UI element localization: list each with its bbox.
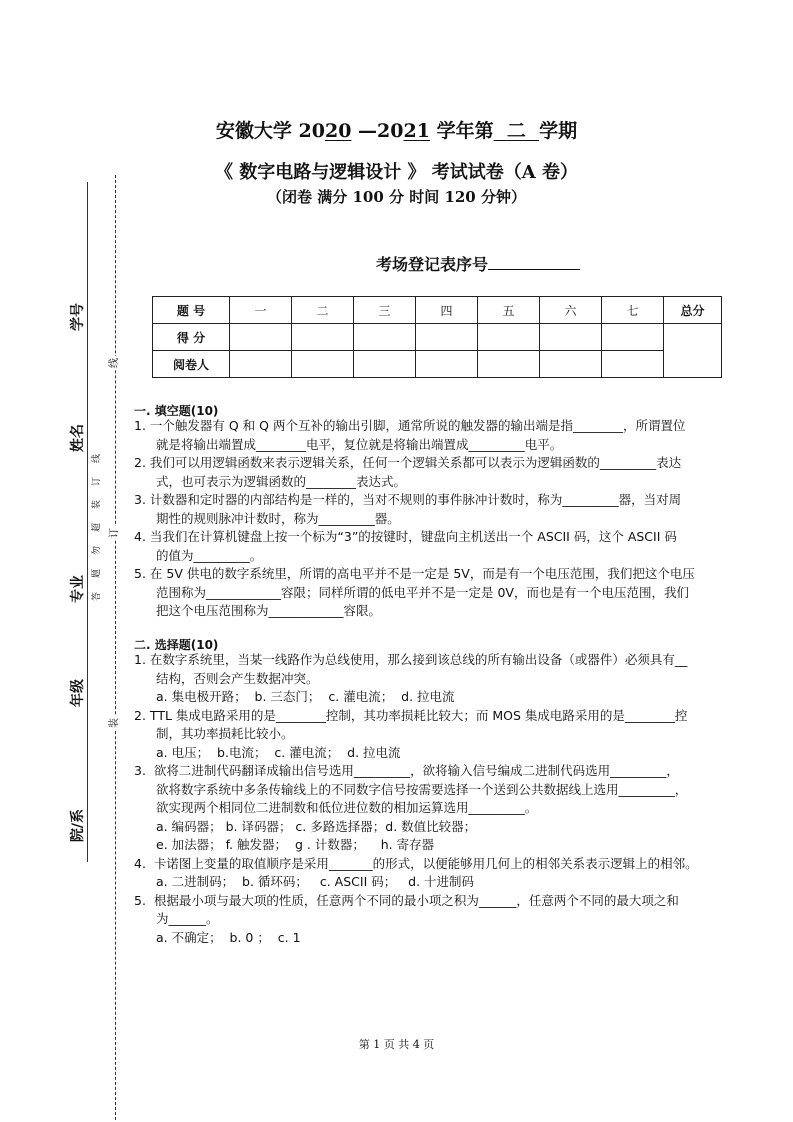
question-line: e. 加法器； f. 触发器； g . 计数器； h. 寄存器 xyxy=(156,837,435,852)
label-student-id: 学号 xyxy=(71,300,85,334)
question-line: 2. TTL 集成电路采用的是________控制，其功率损耗比较大；而 MOS 集成电路采用的是________控 xyxy=(134,707,688,723)
question-line: 3. 欲将二进制代码翻译成输出信号选用_________，欲将输入信号编成二进制代码选用_________， xyxy=(134,763,679,778)
score-table xyxy=(152,296,722,378)
binding-dashed-line xyxy=(115,175,116,1120)
registration-number: 考场登记表序号 xyxy=(376,252,580,275)
question-line: 为______。 xyxy=(156,911,219,926)
table-header: 五 xyxy=(478,297,540,324)
table-header: 题 号 xyxy=(153,297,230,324)
question-line: 2. 我们可以用逻辑函数来表示逻辑关系，任何一个逻辑关系都可以表示为逻辑函数的_________表达 xyxy=(134,455,682,470)
question-line: 3. 计数器和定时器的内部结构是一样的，当对不规则的事件脉冲计数时，称为_________器，当对周 xyxy=(134,492,682,507)
row-label: 得 分 xyxy=(153,324,230,351)
section2-questions xyxy=(134,651,764,947)
table-header: 七 xyxy=(602,297,664,324)
row-label: 阅卷人 xyxy=(153,351,230,378)
table-header: 六 xyxy=(540,297,602,324)
question-line: 欲将数字系统中多条传输线上的不同数字信号按需要选择一个送到公共数据线上选用_________， xyxy=(156,781,688,797)
binding-mark-bind: 装 xyxy=(109,718,120,728)
binding-mark-staple: 订 xyxy=(109,528,120,538)
table-header: 一 xyxy=(230,297,292,324)
exam-title: 安徽大学 2020 —2021 学年第 二 学期 xyxy=(215,120,578,142)
question-line: 1. 一个触发器有 Q 和 Q 两个互补的输出引脚，通常所说的触发器的输出端是指________，所谓置位 xyxy=(134,418,686,433)
question-line: 4. 当我们在计算机键盘上按一个标为“3”的按键时，键盘向主机送出一个 ASCII 码，这个 ASCII 码 xyxy=(134,529,677,544)
total-cell xyxy=(664,324,722,378)
question-line: 期性的规则脉冲计数时，称为_________器。 xyxy=(156,510,400,526)
table-row xyxy=(153,351,722,378)
question-line: a. 编码器； b. 译码器； c. 多路选择器；d. 数值比较器； xyxy=(156,818,477,834)
section1-questions xyxy=(134,417,764,621)
label-department: 院/系 xyxy=(71,806,85,845)
question-line: 范围称为____________容限；同样所谓的低电平并不是一定是 0V，而也是有一个电压范围，我们 xyxy=(156,584,689,600)
question-line: 就是将输出端置成________电平，复位就是将输出端置成_________电平。 xyxy=(156,436,563,452)
question-line: 结构，否则会产生数据冲突。 xyxy=(156,670,319,686)
question-line: 式，也可表示为逻辑函数的________表达式。 xyxy=(156,473,407,489)
question-line: 的值为_________。 xyxy=(156,547,263,563)
question-line: a. 二进制码； b. 循环码； c. ASCII 码； d. 十进制码 xyxy=(156,874,475,889)
section1-title: 一. 填空题(10) xyxy=(134,404,219,418)
table-header: 二 xyxy=(292,297,354,324)
section2-title: 二. 选择题(10) xyxy=(134,638,219,652)
question-line: a. 不确定； b. 0 ； c. 1 xyxy=(156,929,301,945)
question-line: 把这个电压范围称为____________容限。 xyxy=(156,603,382,618)
binding-mark-line: 线 xyxy=(109,358,120,368)
question-line: 制，其功率损耗比较小。 xyxy=(156,726,294,741)
question-line: a. 电压； b.电流； c. 灌电流； d. 拉电流 xyxy=(156,744,401,760)
binding-solid-line xyxy=(87,182,88,862)
table-row xyxy=(153,297,722,324)
question-line: 5. 根据最小项与最大项的性质，任意两个不同的最小项之积为______，任意两个不同的最大项之和 xyxy=(134,892,679,908)
table-header: 总分 xyxy=(664,297,722,324)
question-line: 5. 在 5V 供电的数字系统里，所谓的高电平并不是一定是 5V，而是有一个电压范围，我们把这个电压 xyxy=(134,566,695,581)
question-line: 4. 卡诺图上变量的取值顺序是采用_______的形式，以便能够用几何上的相邻关系表示逻辑上的相邻。 xyxy=(134,855,698,871)
label-major: 专业 xyxy=(71,572,85,606)
binding-warning: 答题勿超装订线 xyxy=(92,440,102,602)
label-name: 姓名 xyxy=(71,421,85,455)
question-line: 1. 在数字系统里，当某一线路作为总线使用，那么接到该总线的所有输出设备（或器件）必须具有__ xyxy=(134,652,688,667)
course-title: 《 数字电路与逻辑设计 》 考试试卷（A 卷） xyxy=(214,162,579,183)
page-footer: 第 1 页 共 4 页 xyxy=(358,1038,435,1051)
table-row xyxy=(153,324,722,351)
table-header: 三 xyxy=(354,297,416,324)
label-grade: 年级 xyxy=(71,676,85,710)
question-line: 欲实现两个相同位二进制数和低位进位数的相加运算选用_________。 xyxy=(156,800,538,815)
table-header: 四 xyxy=(416,297,478,324)
exam-subtitle: （闭卷 满分 100 分 时间 120 分钟） xyxy=(267,188,526,206)
question-line: a. 集电极开路； b. 三态门； c. 灌电流； d. 拉电流 xyxy=(156,689,455,704)
